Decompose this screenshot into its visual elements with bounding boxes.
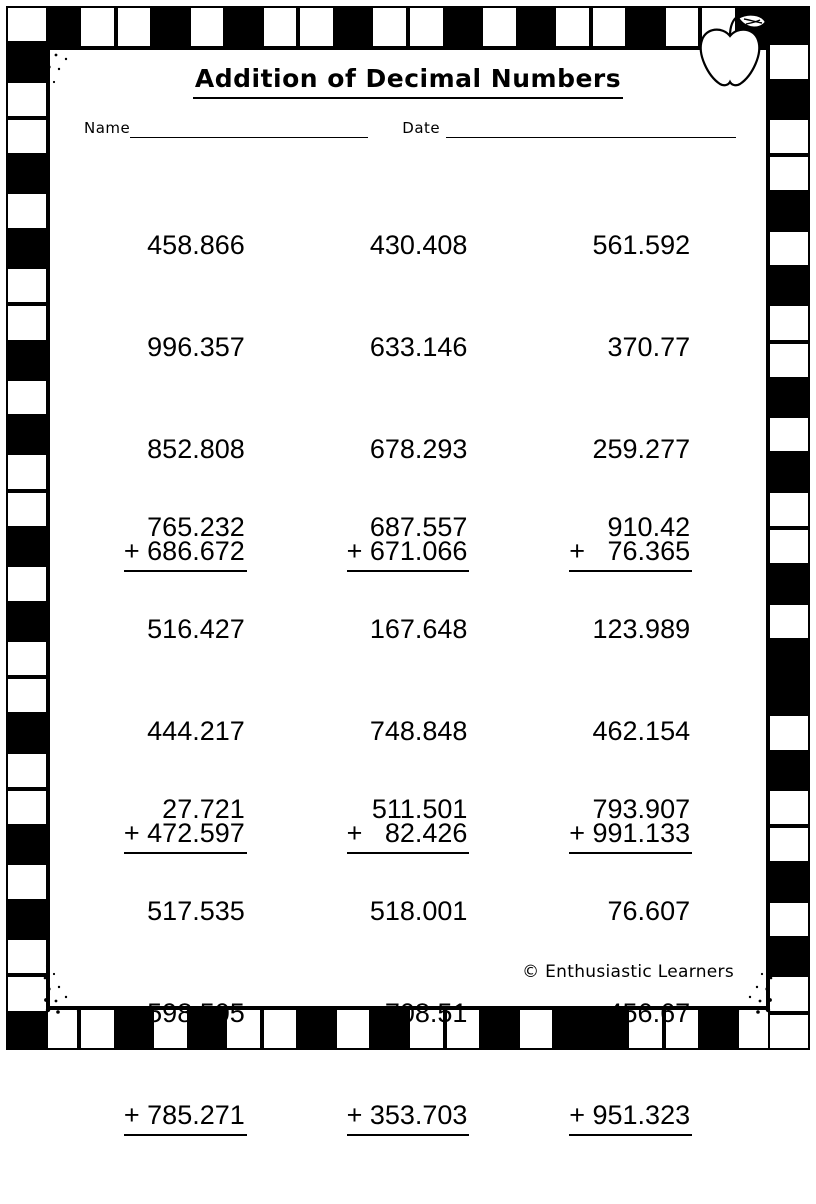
border-brick: [79, 6, 116, 48]
addend: 430.408: [369, 230, 468, 260]
border-brick: [627, 6, 664, 48]
addend: 458.866: [147, 230, 245, 260]
border-brick: [6, 379, 48, 416]
addend: 687.557: [369, 512, 468, 542]
border-brick: [768, 1013, 810, 1050]
border-brick: [518, 6, 555, 48]
border-brick: [768, 453, 810, 490]
addend: 167.648: [369, 614, 468, 644]
border-brick: [6, 155, 48, 192]
border-brick: [6, 416, 48, 453]
border-brick: [768, 491, 810, 528]
border-brick: [6, 491, 48, 528]
addend: 444.217: [147, 716, 245, 746]
border-brick: [43, 6, 80, 48]
addend: 598.505: [147, 998, 245, 1028]
addend: 633.146: [369, 332, 468, 362]
border-brick: [6, 975, 48, 1012]
border-brick: [768, 155, 810, 192]
addend: 76.607: [607, 896, 691, 926]
border-brick: [768, 565, 810, 602]
border-brick: [768, 528, 810, 565]
addend: 259.277: [592, 434, 691, 464]
border-right: [768, 6, 810, 1050]
border-left: [6, 6, 48, 1050]
addition-problem-8: [346, 724, 470, 1130]
final-addend: + 76.365: [569, 534, 692, 572]
problem-grid: [74, 160, 742, 1130]
addend: 370.77: [607, 332, 691, 362]
border-brick: [554, 6, 591, 48]
final-addend: + 785.271: [124, 1098, 247, 1136]
border-brick: [6, 192, 48, 229]
border-brick: [768, 342, 810, 379]
addend: 462.154: [592, 716, 691, 746]
final-addend: + 686.672: [124, 534, 247, 572]
addend: 516.427: [147, 614, 245, 644]
border-brick: [225, 6, 262, 48]
final-addend: + 82.426: [347, 816, 470, 854]
copyright-footer: © Enthusiastic Learners: [522, 962, 734, 982]
border-brick: [6, 81, 48, 118]
border-brick: [768, 267, 810, 304]
border-brick: [6, 603, 48, 640]
border-brick: [700, 1008, 737, 1050]
border-brick: [262, 6, 299, 48]
name-label: Name: [84, 119, 131, 137]
worksheet-content: [48, 48, 768, 1130]
border-brick: [6, 565, 48, 602]
border-brick: [768, 230, 810, 267]
addend: 123.989: [592, 614, 691, 644]
border-brick: [6, 304, 48, 341]
title-underline: [193, 97, 623, 99]
border-brick: [768, 826, 810, 863]
addend: 748.848: [369, 716, 468, 746]
final-addend: + 991.133: [569, 816, 692, 854]
border-brick: [768, 901, 810, 938]
border-brick: [6, 342, 48, 379]
border-brick: [189, 6, 226, 48]
border-brick: [768, 938, 810, 975]
name-date-row: [74, 119, 742, 138]
border-brick: [6, 43, 48, 80]
border-brick: [768, 118, 810, 155]
final-addend: + 472.597: [124, 816, 247, 854]
addend: 27.721: [162, 794, 245, 824]
border-brick: [518, 1008, 555, 1050]
border-brick: [298, 6, 335, 48]
border-brick: [6, 714, 48, 751]
addend: 765.232: [147, 512, 245, 542]
border-brick: [6, 677, 48, 714]
border-brick: [6, 789, 48, 826]
border-brick: [768, 789, 810, 826]
border-brick: [6, 453, 48, 490]
border-brick: [152, 6, 189, 48]
border-brick: [6, 640, 48, 677]
border-brick: [768, 975, 810, 1012]
border-brick: [768, 603, 810, 640]
border-brick: [298, 1008, 335, 1050]
date-label: Date: [402, 119, 441, 137]
border-brick: [6, 267, 48, 304]
border-brick: [6, 826, 48, 863]
addend: 996.357: [147, 332, 245, 362]
border-brick: [768, 677, 810, 714]
border-brick: [335, 6, 372, 48]
name-input[interactable]: [130, 121, 368, 138]
border-brick: [768, 640, 810, 677]
border-brick: [768, 304, 810, 341]
border-brick: [768, 863, 810, 900]
border-brick: [768, 416, 810, 453]
border-brick: [6, 528, 48, 565]
border-brick: [6, 230, 48, 267]
page-title: Addition of Decimal Numbers: [194, 64, 622, 93]
border-brick: [768, 752, 810, 789]
border-brick: [6, 752, 48, 789]
border-brick: [6, 901, 48, 938]
border-brick: [445, 6, 482, 48]
border-brick: [262, 1008, 299, 1050]
addend: 708.51: [384, 998, 468, 1028]
addend: 793.907: [592, 794, 691, 824]
addend: 456.67: [607, 998, 691, 1028]
border-brick: [79, 1008, 116, 1050]
addend: 511.501: [371, 794, 468, 824]
border-brick: [6, 1013, 48, 1050]
border-brick: [408, 6, 445, 48]
addend: 561.592: [592, 230, 691, 260]
addend: 852.808: [147, 434, 245, 464]
border-brick: [481, 6, 518, 48]
date-input[interactable]: [446, 121, 736, 138]
addend: 678.293: [369, 434, 468, 464]
problem-cell-8: [297, 724, 520, 1130]
border-brick: [371, 6, 408, 48]
border-brick: [43, 1008, 80, 1050]
border-brick: [6, 938, 48, 975]
border-brick: [6, 863, 48, 900]
border-brick: [6, 118, 48, 155]
border-brick: [768, 714, 810, 751]
final-addend: + 353.703: [347, 1098, 470, 1136]
final-addend: + 951.323: [569, 1098, 692, 1136]
border-brick: [768, 192, 810, 229]
addend: 517.535: [147, 896, 245, 926]
addend: 518.001: [369, 896, 468, 926]
border-brick: [481, 1008, 518, 1050]
addition-problem-7: [123, 724, 247, 1130]
border-brick: [6, 6, 48, 43]
border-brick: [591, 6, 628, 48]
final-addend: + 671.066: [347, 534, 470, 572]
problem-cell-7: [74, 724, 297, 1130]
border-brick: [768, 379, 810, 416]
border-brick: [116, 6, 153, 48]
addend: 910.42: [607, 512, 691, 542]
